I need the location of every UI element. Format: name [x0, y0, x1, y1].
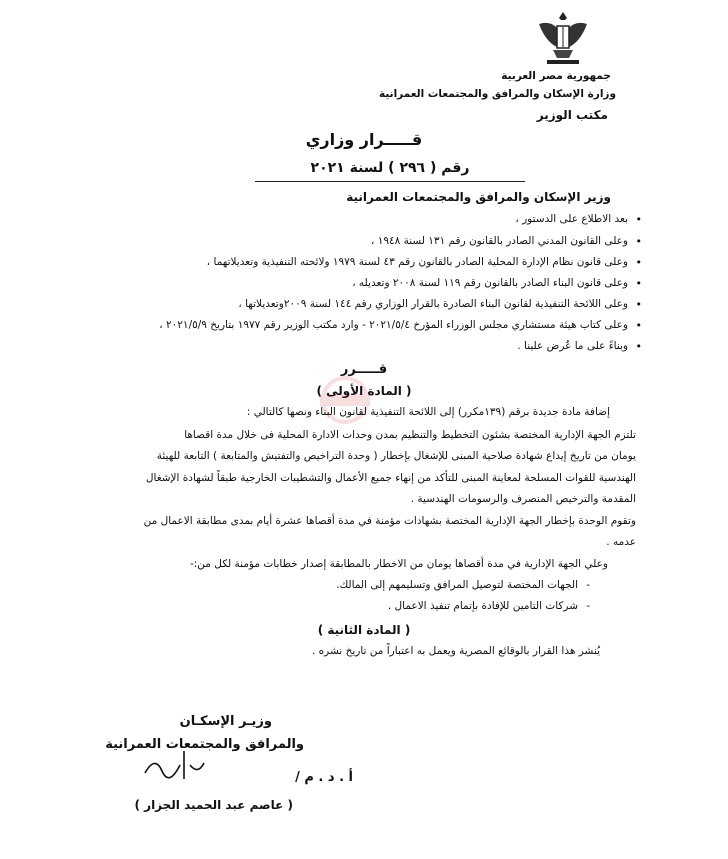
header-ministry: وزارة الإسكان والمرافق والمجتمعات العمرانية: [378, 88, 616, 100]
decree-number-underline: [255, 181, 525, 182]
article-1-list-item: - الجهات المختصة لتوصيل المرافق وتسليمهم إلى المالك.: [336, 579, 578, 591]
article-1-line: يومان من تاريخ إيداع شهادة صلاحية المبنى للإشغال بإخطار ( وحدة التراخيص والتفتيش والمتابعة ) التابعة للهيئة: [156, 450, 636, 462]
signature-name: ( عاصم عبد الحميد الجزار ): [134, 798, 293, 812]
header-country: جمهورية مصر العربية: [501, 70, 611, 82]
decree-title: قـــــرار وزاري: [305, 130, 423, 149]
article-1-line: تلتزم الجهة الإدارية المختصة بشئون التخطيط والتنظيم بمدن وحدات الادارة المحلية فى خلال مدة اقصاها: [184, 429, 636, 441]
issuer-title: وزير الإسكان والمرافق والمجتمعات العمرانية: [346, 190, 611, 204]
preamble-item: • وبناءً على ما عُرض علينا .: [517, 340, 628, 352]
article-2-heading: ( المادة الثانية ): [317, 623, 411, 637]
article-1-line: وتقوم الوحدة بإخطار الجهة الإدارية المختصة بشهادات مؤمنة في مدة أقصاها عشرة أيام بمدى مطابقة الاعمال من: [143, 515, 636, 527]
article-1-intro: إضافة مادة جديدة برقم (١٣٩مكرر) إلى اللائحة التنفيذية لقانون البناء ونصها كالتالي :: [246, 406, 610, 418]
preamble-item: • بعد الاطلاع على الدستور ،: [515, 213, 628, 225]
article-1-list-item: - شركات التامين للإفادة بإتمام تنفيذ الاعمال .: [388, 600, 578, 612]
article-1-line: المقدمة والترخيص المنصرف والرسومات الهندسية .: [410, 493, 636, 505]
article-1-line: وعلي الجهة الإدارية في مدة أقصاها يومان من الاخطار بالمطابقة إصدار خطابات مؤمنة لكل من:-: [189, 558, 608, 570]
signature-prefix: أ . د . م /: [295, 770, 353, 785]
preamble-item: • وعلى قانون نظام الإدارة المحلية الصادر بالقانون رقم ٤٣ لسنة ١٩٧٩ ولائحته التنفيذية وتعديلاتهما ،: [207, 256, 628, 268]
article-1-line: عدمه .: [606, 536, 636, 548]
watermark-logo-icon: [300, 370, 390, 430]
article-2-text: يُنشر هذا القرار بالوقائع المصرية ويعمل به اعتباراً من تاريخ نشره .: [311, 645, 600, 657]
article-1-line: الهندسية للقوات المسلحة لمعاينة المبنى للتأكد من إنهاء جميع الأعمال والتشطيبات الخارجية طبقاً لشهادة الإشغال: [145, 472, 636, 484]
decided-heading: قـــــرر: [340, 362, 388, 377]
article-1-heading: ( المادة الأولى ): [316, 384, 412, 398]
preamble-item: • وعلى كتاب هيئة مستشاري مجلس الوزراء المؤرخ ٢٠٢١/٥/٤ - وارد مكتب الوزير رقم ١٩٧٧ بتاريخ ٢٠٢١/٥/٩ ،: [159, 319, 628, 331]
signature-title-line2: والمرافق والمجتمعات العمرانية: [105, 737, 304, 752]
header-office: مكتب الوزير: [536, 108, 608, 122]
preamble-item: • وعلى قانون البناء الصادر بالقانون رقم ١١٩ لسنة ٢٠٠٨ وتعديله ،: [352, 277, 628, 289]
handwritten-signature-icon: [140, 745, 210, 783]
preamble-item: • وعلى القانون المدني الصادر بالقانون رقم ١٣١ لسنة ١٩٤٨ ،: [371, 235, 628, 247]
signature-title-line1: وزيـر الإسكـان: [179, 714, 272, 729]
preamble-item: • وعلى اللائحة التنفيذية لقانون البناء الصادرة بالقرار الوزاري رقم ١٤٤ لسنة ٢٠٠٩وتعديلاتها ،: [238, 298, 628, 310]
decree-number: رقم ( ٢٩٦ ) لسنة ٢٠٢١: [310, 160, 470, 176]
egypt-eagle-emblem-icon: [535, 8, 591, 68]
